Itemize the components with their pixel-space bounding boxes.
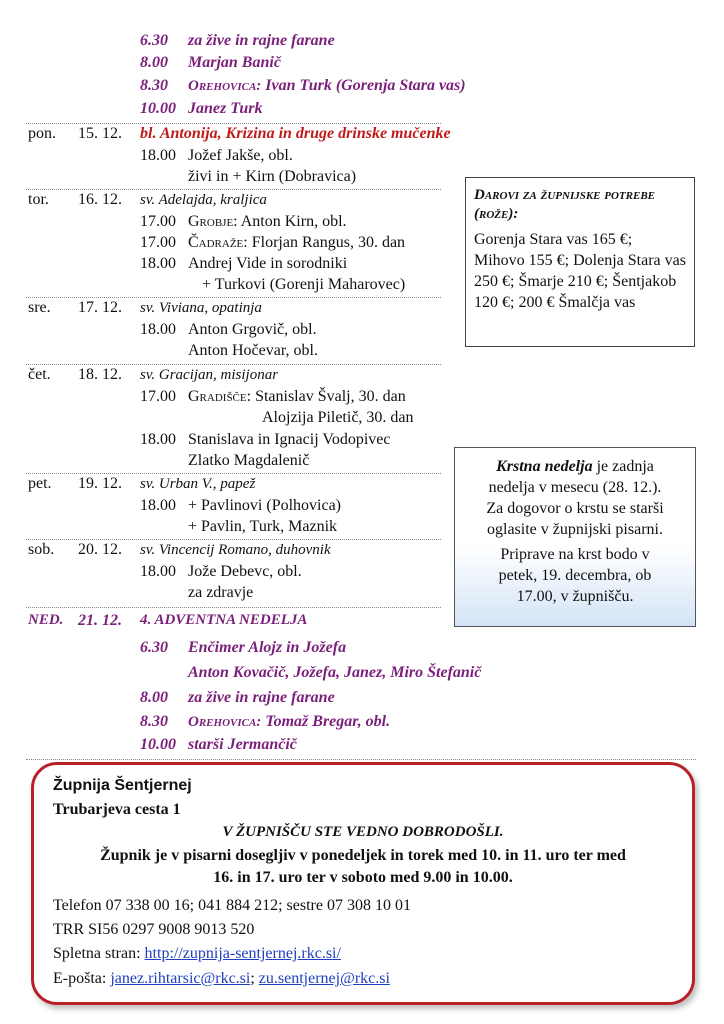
- mass-time: 18.00: [140, 321, 176, 338]
- donations-heading: Darovi za župnijske potrebe (rože):: [474, 187, 656, 222]
- mass-time: 18.00: [140, 147, 176, 164]
- office-hours: 16. in 17. uro ter v soboto med 9.00 in 10.00.: [213, 869, 513, 886]
- mass-intention: za zdravje: [188, 584, 254, 601]
- divider: [26, 297, 441, 298]
- mass-intention: Zlatko Magdalenič: [188, 452, 310, 469]
- website-link[interactable]: http://zupnija-sentjernej.rkc.si/: [144, 945, 341, 962]
- donations-box: [465, 177, 695, 347]
- day-date: 19. 12.: [78, 475, 122, 492]
- email-link[interactable]: zu.sentjernej@rkc.si: [258, 970, 390, 987]
- baptism-box: [454, 447, 696, 627]
- mass-intention: Marjan Banič: [188, 54, 281, 71]
- mass-intention: Florjan Rangus, 30. dan: [251, 234, 406, 251]
- baptism-text: Za dogovor o krstu se starši: [486, 500, 664, 517]
- phone-numbers: Telefon 07 338 00 16; 041 884 212; sestre 07 308 10 01: [53, 897, 411, 914]
- mass-intention: + Turkovi (Gorenji Maharovec): [202, 276, 406, 293]
- mass-intention: Ivan Turk (Gorenja Stara vas): [265, 77, 466, 94]
- office-hours: Župnik je v pisarni dosegljiv v ponedeljek in torek med 10. in 11. uro ter med: [100, 847, 626, 864]
- mass-intention: Stanislava in Ignacij Vodopivec: [188, 431, 391, 448]
- divider: [26, 364, 441, 365]
- mass-intention: Anton Hočevar, obl.: [188, 342, 318, 359]
- saint-of-day: sv. Viviana, opatinja: [140, 300, 262, 316]
- mass-time: 8.30: [140, 77, 168, 94]
- day-name: pon.: [28, 125, 56, 142]
- saint-of-day: sv. Gracijan, misijonar: [140, 367, 279, 383]
- mass-intention: Janez Turk: [188, 100, 263, 117]
- mass-intention: za žive in rajne farane: [188, 32, 335, 49]
- day-name: čet.: [28, 366, 51, 383]
- mass-line: [188, 77, 466, 95]
- saint-of-day: bl. Antonija, Krizina in druge drinske mučenke: [140, 125, 451, 142]
- divider: [26, 189, 441, 190]
- day-date: 18. 12.: [78, 366, 122, 383]
- website-row: [53, 945, 341, 963]
- mass-place: Čadraže:: [188, 234, 248, 251]
- mass-intention: Jožef Jakše, obl.: [188, 147, 293, 164]
- mass-line: [188, 213, 347, 231]
- day-name: tor.: [28, 191, 49, 208]
- baptism-line: [455, 456, 695, 477]
- sunday-title: 4. ADVENTNA NEDELJA: [140, 612, 308, 628]
- mass-time: 10.00: [140, 736, 176, 753]
- baptism-text: 17.00, v župnišču.: [516, 588, 634, 605]
- mass-time: 18.00: [140, 497, 176, 514]
- mass-intention: Tomaž Bregar, obl.: [265, 713, 391, 730]
- divider: [26, 607, 441, 608]
- saint-of-day: sv. Urban V., papež: [140, 476, 256, 492]
- mass-time: 8.00: [140, 54, 168, 71]
- day-date: 20. 12.: [78, 541, 122, 558]
- mass-time: 6.30: [140, 639, 168, 656]
- divider: [26, 759, 696, 760]
- parish-contact-box: [31, 762, 695, 1005]
- mass-intention: + Pavlinovi (Polhovica): [188, 497, 342, 514]
- divider: [26, 473, 441, 474]
- mass-time: 17.00: [140, 388, 176, 405]
- mass-time: 18.00: [140, 255, 176, 272]
- day-date: 16. 12.: [78, 191, 122, 208]
- mass-line: [188, 713, 390, 731]
- email-separator: ;: [250, 970, 255, 987]
- parish-address: Trubarjeva cesta 1: [53, 801, 181, 818]
- bank-account: TRR SI56 0297 9008 9013 520: [53, 921, 255, 938]
- day-date: 21. 12.: [78, 612, 122, 629]
- mass-intention: živi in + Kirn (Dobravica): [188, 168, 357, 185]
- mass-place: Gradišče:: [188, 388, 252, 405]
- mass-place: Orehovica:: [188, 714, 262, 730]
- day-date: 15. 12.: [78, 125, 122, 142]
- baptism-text: nedelja v mesecu (28. 12.).: [488, 479, 662, 496]
- email-label: E-pošta:: [53, 970, 107, 987]
- mass-intention: Stanislav Švalj, 30. dan: [255, 388, 406, 405]
- mass-time: 18.00: [140, 563, 176, 580]
- mass-time: 8.30: [140, 713, 168, 730]
- mass-time: 17.00: [140, 234, 176, 251]
- day-date: 17. 12.: [78, 299, 122, 316]
- saint-of-day: sv. Adelajda, kraljica: [140, 192, 267, 208]
- day-name: sob.: [28, 541, 55, 558]
- mass-place: Orehovica:: [188, 78, 262, 94]
- mass-line: [188, 388, 406, 406]
- day-name: NED.: [28, 612, 64, 628]
- divider: [26, 539, 441, 540]
- mass-intention: + Pavlin, Turk, Maznik: [188, 518, 338, 535]
- baptism-text: je zadnja: [596, 458, 654, 475]
- mass-place: Grobje:: [188, 213, 238, 230]
- mass-intention: Anton Kovačič, Jožefa, Janez, Miro Štefanič: [188, 664, 482, 681]
- baptism-sunday-label: Krstna nedelja: [496, 458, 593, 475]
- mass-intention: Anton Kirn, obl.: [240, 213, 347, 230]
- mass-time: 8.00: [140, 689, 168, 706]
- mass-time: 17.00: [140, 213, 176, 230]
- website-label: Spletna stran:: [53, 945, 141, 962]
- mass-intention: Andrej Vide in sorodniki: [188, 255, 348, 272]
- mass-time: 18.00: [140, 431, 176, 448]
- baptism-text: oglasite v župnijski pisarni.: [487, 521, 663, 538]
- saint-of-day: sv. Vincencij Romano, duhovnik: [140, 542, 331, 558]
- mass-intention: Alojzija Piletič, 30. dan: [262, 409, 414, 426]
- day-name: sre.: [28, 299, 51, 316]
- mass-intention: Anton Grgovič, obl.: [188, 321, 317, 338]
- donations-text: Gorenja Stara vas 165 €; Mihovo 155 €; Dolenja Stara vas 250 €; Šmarje 210 €; Šentjakob 120 €; 200 € Šmalčja vas: [474, 231, 686, 311]
- baptism-text: petek, 19. decembra, ob: [498, 567, 652, 584]
- email-row: [53, 970, 390, 988]
- mass-time: 6.30: [140, 32, 168, 49]
- mass-time: 10.00: [140, 100, 176, 117]
- mass-intention: starši Jermančič: [188, 736, 297, 753]
- mass-intention: Jože Debevc, obl.: [188, 563, 302, 580]
- baptism-text: Priprave na krst bodo v: [500, 546, 650, 563]
- parish-name: Župnija Šentjernej: [53, 777, 192, 794]
- mass-intention: Enčimer Alojz in Jožefa: [188, 639, 347, 656]
- divider: [26, 123, 441, 124]
- day-name: pet.: [28, 475, 52, 492]
- welcome-text: V ŽUPNIŠČU STE VEDNO DOBRODOŠLI.: [222, 824, 504, 840]
- mass-line: [188, 234, 405, 252]
- email-link[interactable]: janez.rihtarsic@rkc.si: [110, 970, 251, 987]
- mass-intention: za žive in rajne farane: [188, 689, 335, 706]
